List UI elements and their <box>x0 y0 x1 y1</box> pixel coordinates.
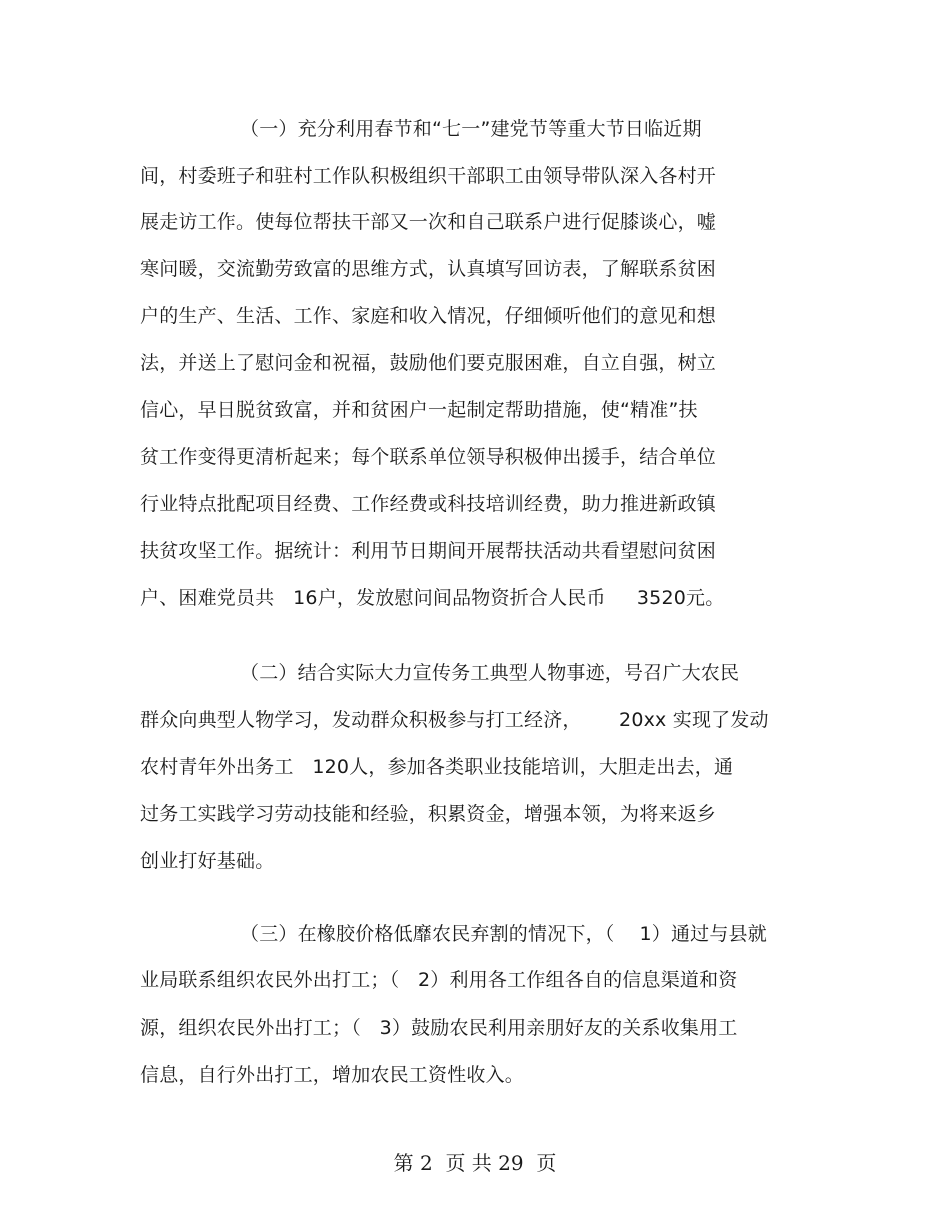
text-line: （三）在橡胶价格低靡农民弃割的情况下，（ 1）通过与县就 <box>240 923 767 945</box>
text-line: （一）充分利用春节和“七一”建党节等重大节日临近期 <box>240 118 702 140</box>
text-line: 贫工作变得更清析起来；每个联系单位领导积极伸出援手，结合单位 <box>140 446 717 468</box>
text-line: 信息，自行外出打工，增加农民工资性收入。 <box>140 1064 525 1086</box>
text-line: （二）结合实际大力宣传务工典型人物事迹，号召广大农民 <box>240 662 740 684</box>
text-line: 业局联系组织农民外出打工；（ 2）利用各工作组各自的信息渠道和资 <box>140 969 738 991</box>
text-line: 扶贫攻坚工作。据统计：利用节日期间开展帮扶活动共看望慰问贫困 <box>140 540 717 562</box>
text-line: 创业打好基础。 <box>140 850 275 872</box>
page-footer: 第 2 页 共 29 页 <box>393 1151 557 1175</box>
text-line: 户的生产、生活、工作、家庭和收入情况，仔细倾听他们的意见和想 <box>140 305 717 327</box>
text-line: 户、困难党员共 16户，发放慰问间品物资折合人民币 3520元。 <box>140 587 725 609</box>
text-line: 间，村委班子和驻村工作队积极组织干部职工由领导带队深入各村开 <box>140 165 717 187</box>
text-line: 寒问暖，交流勤劳致富的思维方式，认真填写回访表，了解联系贫困 <box>140 258 717 280</box>
text-line: 农村青年外出务工 120人，参加各类职业技能培训，大胆走出去，通 <box>140 756 734 778</box>
text-line: 法，并送上了慰问金和祝福，鼓励他们要克服困难，自立自强，树立 <box>140 352 717 374</box>
text-line: 展走访工作。使每位帮扶干部又一次和自己联系户进行促膝谈心，嘘 <box>140 211 717 233</box>
text-line: 行业特点批配项目经费、工作经费或科技培训经费，助力推进新政镇 <box>140 493 717 515</box>
text-line: 群众向典型人物学习，发动群众积极参与打工经济， 20xx 实现了发动 <box>140 709 769 731</box>
text-line: 源，组织农民外出打工；（ 3）鼓励农民利用亲朋好友的关系收集用工 <box>140 1017 738 1039</box>
text-line: 信心，早日脱贫致富，并和贫困户一起制定帮助措施，使“精准”扶 <box>140 399 698 421</box>
text-line: 过务工实践学习劳动技能和经验，积累资金，增强本领，为将来返乡 <box>140 803 717 825</box>
